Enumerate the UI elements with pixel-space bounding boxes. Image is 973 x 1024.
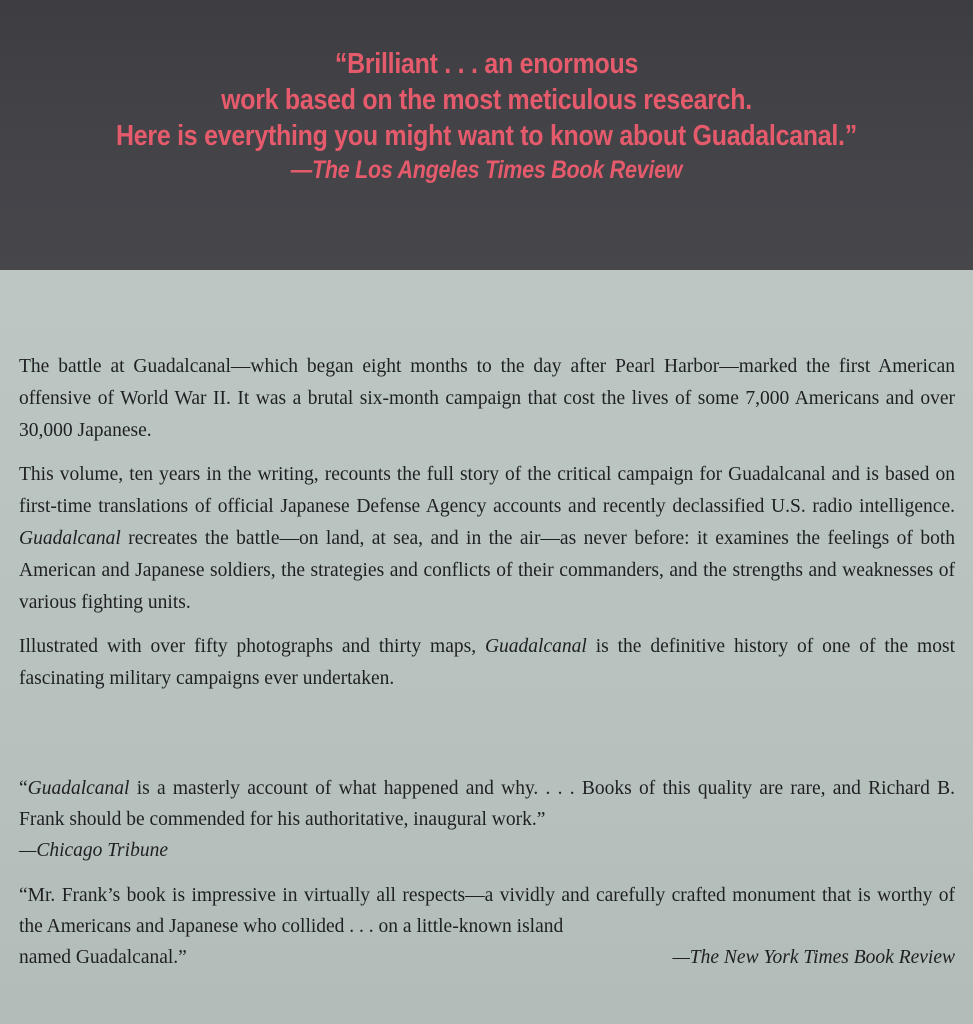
blurb-text xyxy=(19,773,955,835)
review-blurb-nyt xyxy=(19,880,955,973)
description-paragraph-2 xyxy=(19,459,955,619)
book-title-italic: Guadalcanal xyxy=(27,778,130,799)
review-blurb-chicago-tribune xyxy=(19,773,955,866)
book-description xyxy=(19,351,955,695)
paragraph-3-text-b: is the definitive history of one of the most fascinating military campaigns ever undertaken. xyxy=(19,636,955,689)
blurb-source: —The New York Times Book Review xyxy=(672,947,955,968)
quote-line-1: “Brilliant . . . an enormous xyxy=(334,48,639,80)
review-blurbs xyxy=(19,773,955,973)
quote-line-3: Here is everything you might want to know about Guadalcanal.” xyxy=(116,120,857,152)
description-paragraph-3 xyxy=(19,631,955,695)
open-quote: “ xyxy=(19,778,28,799)
blurb-text-end: named Guadalcanal.” xyxy=(19,947,187,968)
blurb-source: —Chicago Tribune xyxy=(19,840,168,861)
paragraph-2-text-a: This volume, ten years in the writing, recounts the full story of the critical campaign for Guadalcanal and is based on first-time translations of official Japanese Defense Agency accounts and recently declassified U.S. radio intelligence. xyxy=(19,464,955,517)
featured-review-quote xyxy=(68,46,905,188)
book-title-italic: Guadalcanal xyxy=(19,528,121,549)
paragraph-3-text-a: Illustrated with over fifty photographs and thirty maps, xyxy=(19,636,485,657)
quote-attribution: —The Los Angeles Times Book Review xyxy=(290,156,683,184)
blurb-last-line xyxy=(19,942,955,973)
quote-line-2: work based on the most meticulous research. xyxy=(221,84,752,116)
paragraph-2-text-b: recreates the battle—on land, at sea, and in the air—as never before: it examines the feelings of both American and Japanese soldiers, the strategies and conflicts of their commanders, and the strengths and weaknesses of various fighting units. xyxy=(19,528,955,613)
description-paragraph-1: The battle at Guadalcanal—which began eight months to the day after Pearl Harbor—marked the first American offensive of World War II. It was a brutal six-month campaign that cost the lives of some 7,000 Americans and over 30,000 Japanese. xyxy=(19,356,955,441)
book-title-italic: Guadalcanal xyxy=(484,636,587,657)
blurb-text: “Mr. Frank’s book is impressive in virtually all respects—a vividly and carefully crafted monument that is worthy of the Americans and Japanese who collided . . . on a little-known island xyxy=(19,885,955,937)
top-quote-band xyxy=(0,0,973,270)
blurb-body: is a masterly account of what happened and why. . . . Books of this quality are rare, and Richard B. Frank should be commended for his authoritative, inaugural work.” xyxy=(19,778,955,830)
